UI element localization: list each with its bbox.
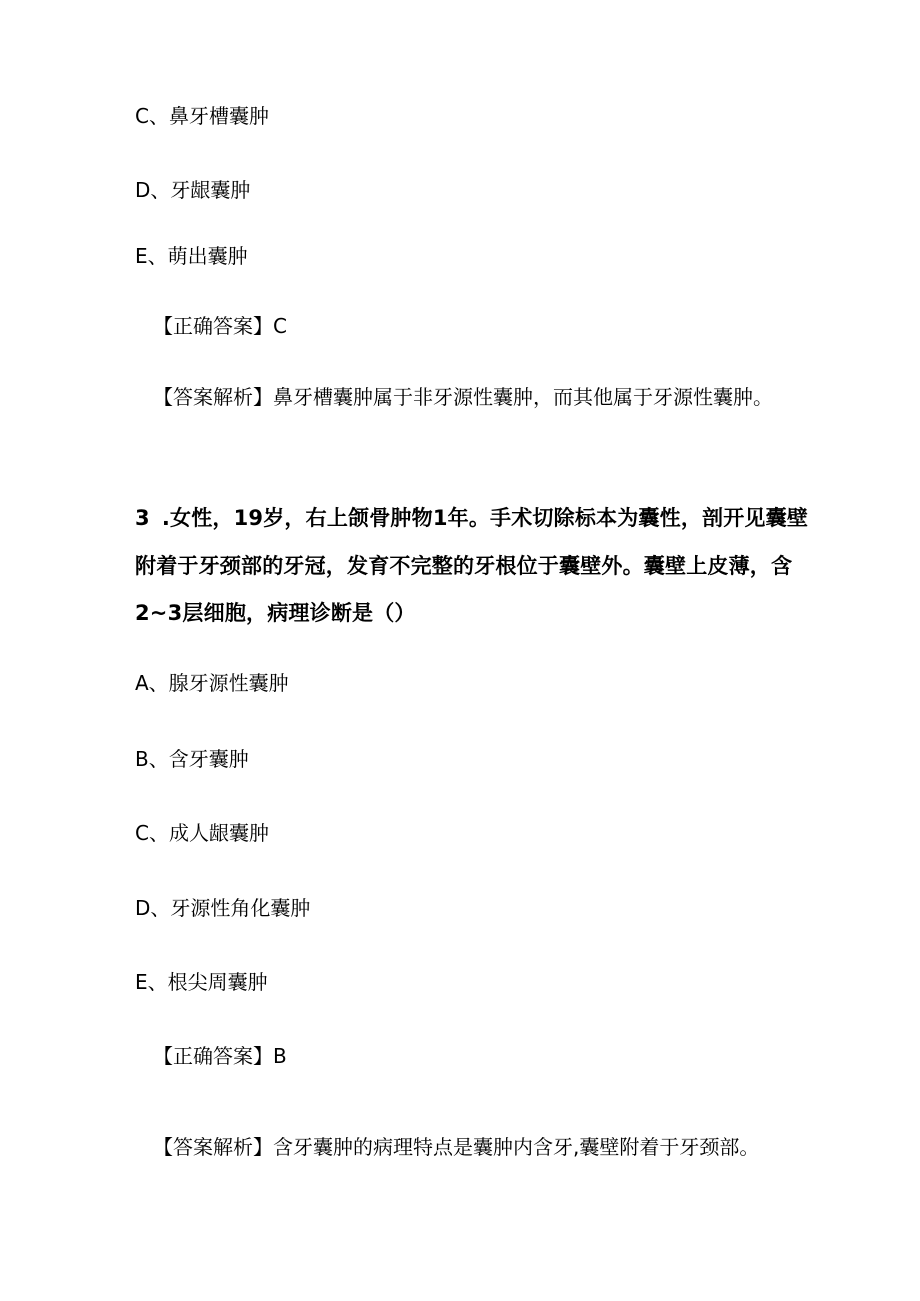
correct-answer: 【正确答案】C bbox=[153, 314, 287, 338]
option-d: D、牙龈囊肿 bbox=[135, 178, 251, 202]
option-c: C、鼻牙槽囊肿 bbox=[135, 104, 269, 128]
question-text: .女性，19岁，右上颌骨肿物1年。手术切除标本为囊性，剖开见囊壁 bbox=[161, 506, 809, 530]
option-e: E、萌出囊肿 bbox=[135, 244, 248, 268]
question-number: 3 bbox=[135, 506, 150, 530]
correct-answer: 【正确答案】B bbox=[153, 1044, 287, 1068]
option-e: E、根尖周囊肿 bbox=[135, 970, 268, 994]
answer-explanation: 【答案解析】含牙囊肿的病理特点是囊肿内含牙,囊壁附着于牙颈部。 bbox=[153, 1135, 760, 1159]
question-line-1 bbox=[135, 505, 808, 531]
question-line-2: 附着于牙颈部的牙冠，发育不完整的牙根位于囊壁外。囊壁上皮薄，含 bbox=[135, 554, 793, 578]
option-b: B、含牙囊肿 bbox=[135, 747, 249, 771]
option-c: C、成人龈囊肿 bbox=[135, 821, 269, 845]
answer-explanation: 【答案解析】鼻牙槽囊肿属于非牙源性囊肿，而其他属于牙源性囊肿。 bbox=[153, 385, 773, 409]
question-line-3: 2~3层细胞，病理诊断是（） bbox=[135, 601, 416, 625]
option-d: D、牙源性角化囊肿 bbox=[135, 896, 311, 920]
option-a: A、腺牙源性囊肿 bbox=[135, 671, 289, 695]
